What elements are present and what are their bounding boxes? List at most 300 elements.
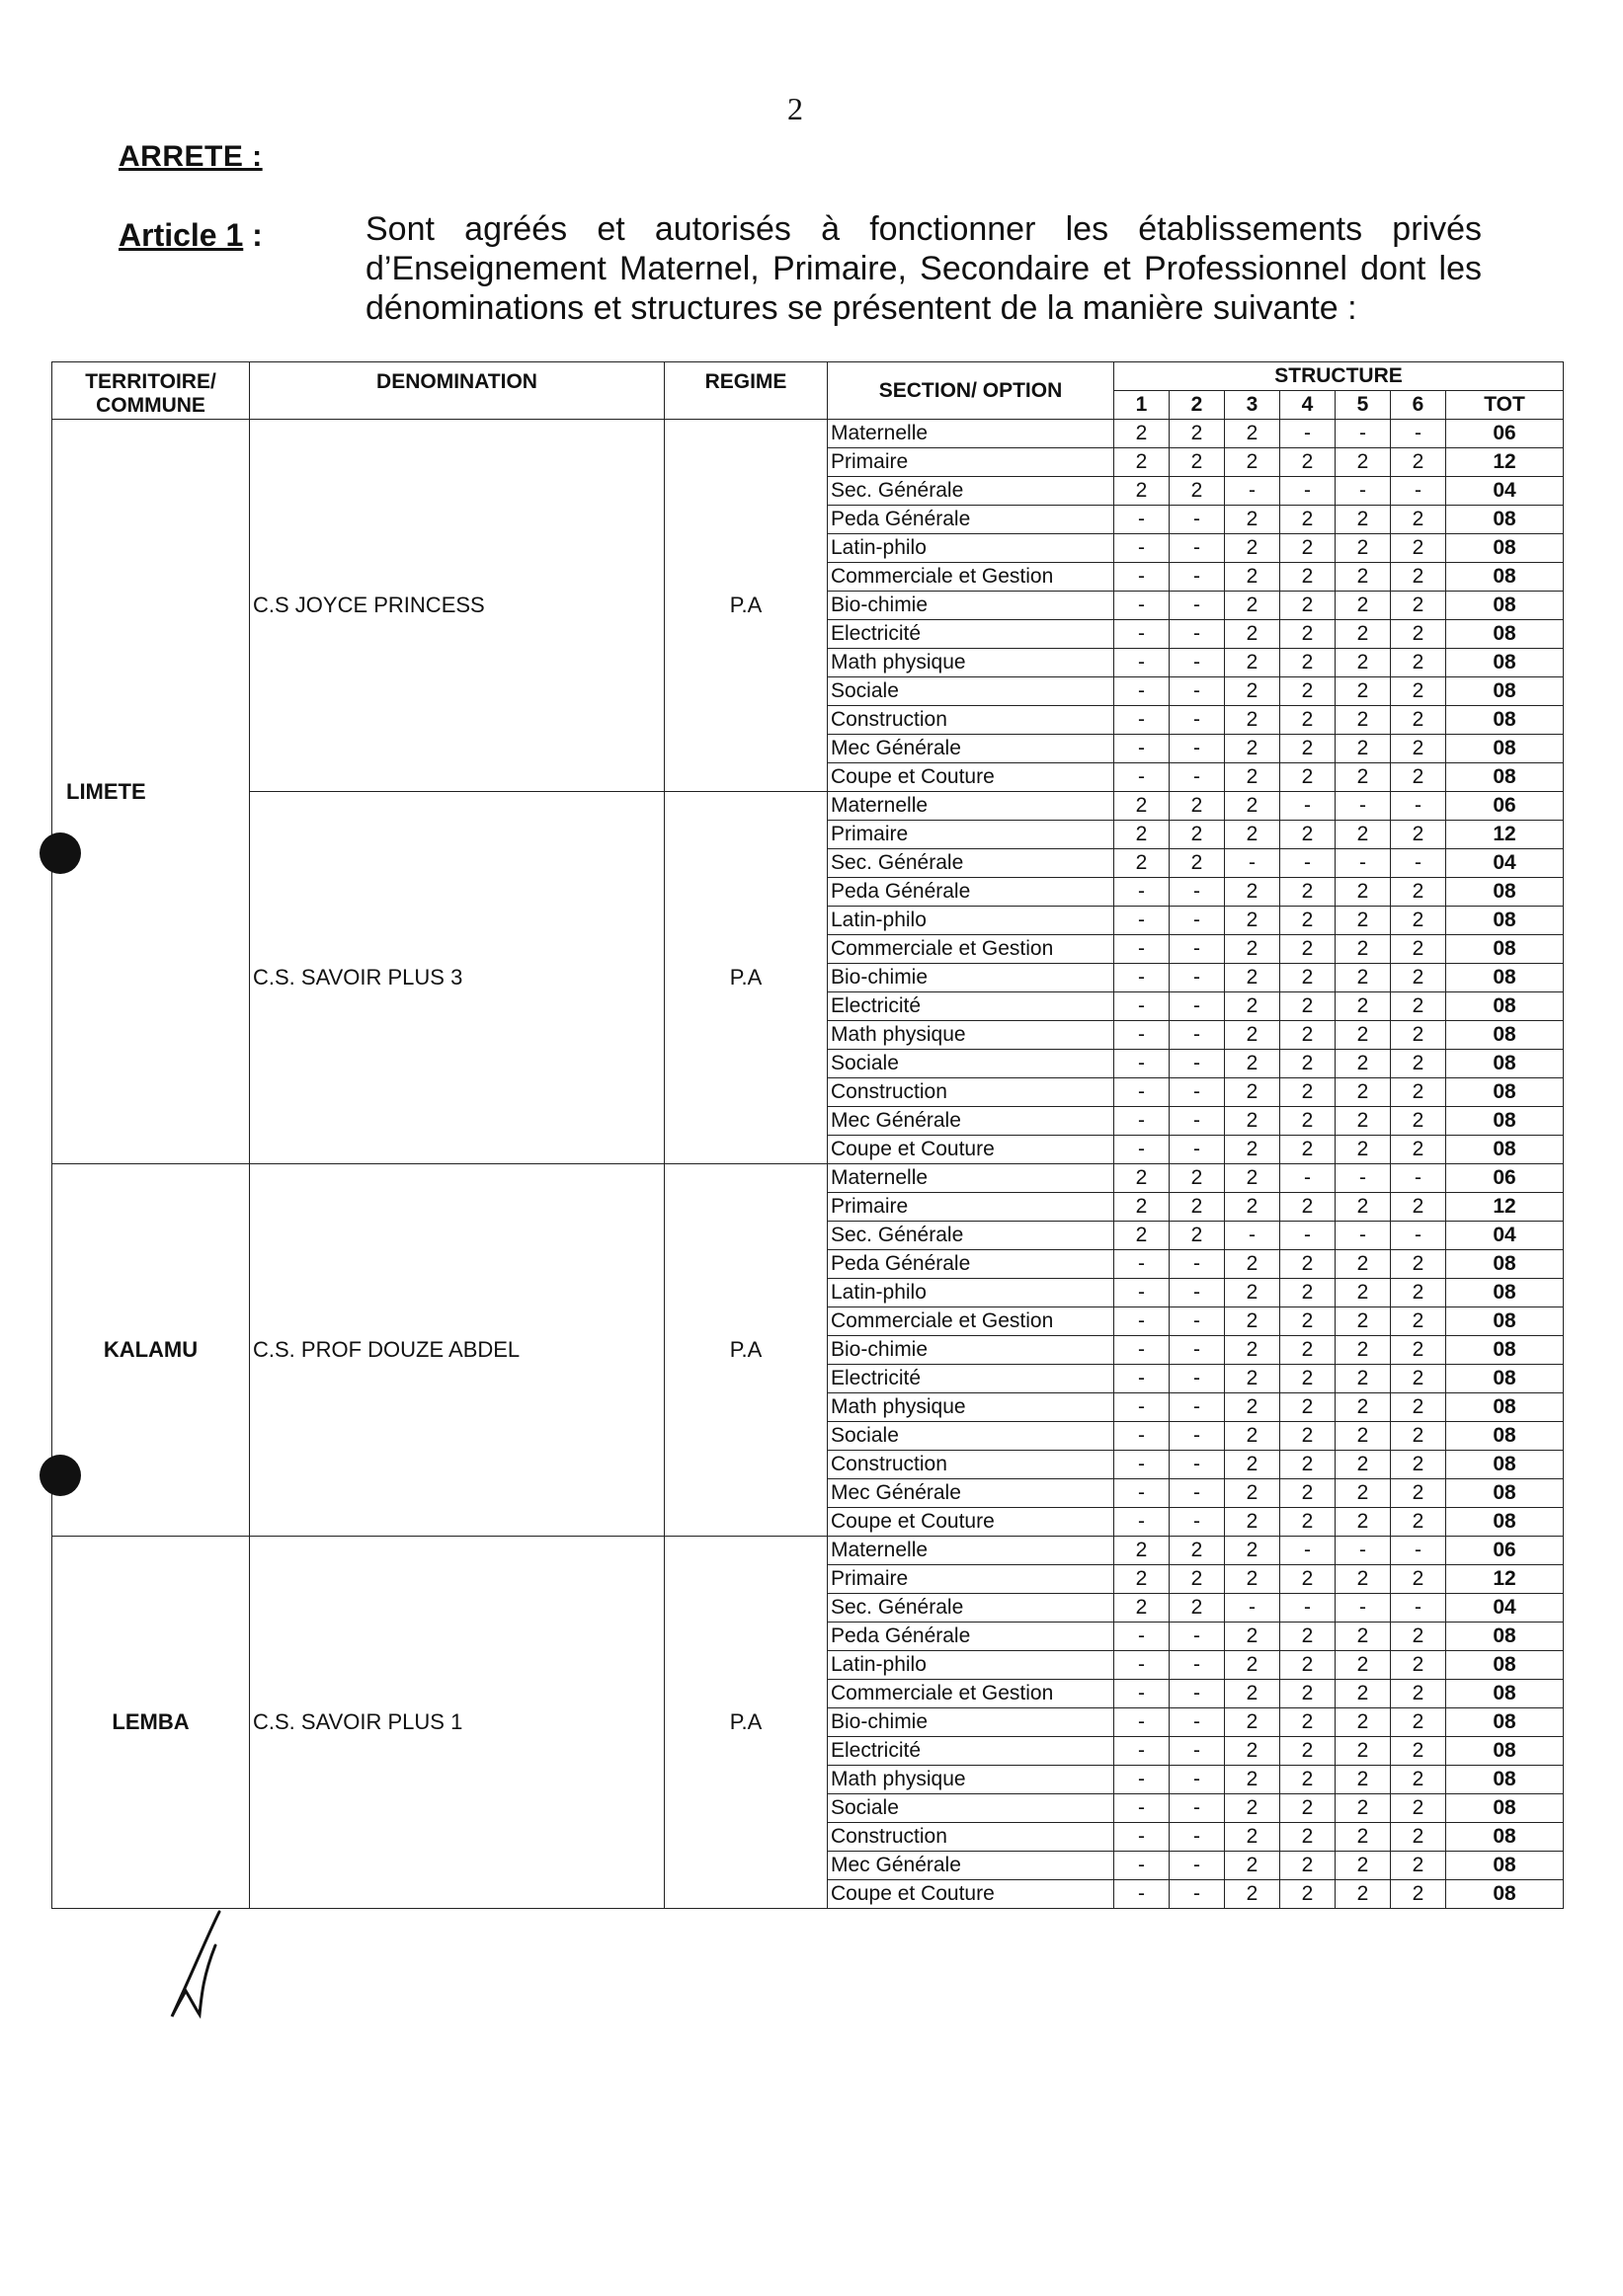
level-cell: 2 <box>1391 1250 1446 1279</box>
level-cell: 2 <box>1225 620 1280 649</box>
level-cell: 2 <box>1336 1479 1391 1508</box>
total-cell: 08 <box>1446 878 1564 907</box>
total-cell: 08 <box>1446 1336 1564 1365</box>
level-cell: 2 <box>1336 1021 1391 1050</box>
level-cell: - <box>1170 506 1225 534</box>
level-cell: - <box>1170 1279 1225 1307</box>
level-cell: 2 <box>1170 849 1225 878</box>
level-cell: - <box>1336 849 1391 878</box>
total-cell: 04 <box>1446 1222 1564 1250</box>
section-cell: Math physique <box>828 1766 1114 1794</box>
level-cell: 2 <box>1280 763 1336 792</box>
level-cell: 2 <box>1391 1107 1446 1136</box>
level-cell: - <box>1170 1708 1225 1737</box>
level-cell: 2 <box>1336 1136 1391 1164</box>
total-cell: 08 <box>1446 1021 1564 1050</box>
header-level: 5 <box>1336 391 1391 420</box>
level-cell: - <box>1114 1250 1170 1279</box>
level-cell: 2 <box>1336 1852 1391 1880</box>
level-cell: 2 <box>1336 1250 1391 1279</box>
total-cell: 12 <box>1446 448 1564 477</box>
total-cell: 08 <box>1446 1852 1564 1880</box>
level-cell: 2 <box>1114 849 1170 878</box>
level-cell: 2 <box>1225 935 1280 964</box>
level-cell: 2 <box>1170 792 1225 821</box>
level-cell: 2 <box>1391 1307 1446 1336</box>
level-cell: 2 <box>1280 534 1336 563</box>
level-cell: - <box>1114 1737 1170 1766</box>
level-cell: 2 <box>1391 563 1446 592</box>
total-cell: 08 <box>1446 1479 1564 1508</box>
total-cell: 06 <box>1446 1537 1564 1565</box>
header-level: 3 <box>1225 391 1280 420</box>
total-cell: 08 <box>1446 620 1564 649</box>
level-cell: - <box>1170 1651 1225 1680</box>
level-cell: 2 <box>1336 1623 1391 1651</box>
level-cell: 2 <box>1336 592 1391 620</box>
level-cell: 2 <box>1225 534 1280 563</box>
regime-cell: P.A <box>665 792 828 1164</box>
level-cell: 2 <box>1225 563 1280 592</box>
level-cell: - <box>1114 907 1170 935</box>
level-cell: 2 <box>1225 878 1280 907</box>
level-cell: 2 <box>1280 821 1336 849</box>
total-cell: 08 <box>1446 1623 1564 1651</box>
level-cell: - <box>1114 1050 1170 1078</box>
level-cell: 2 <box>1225 1766 1280 1794</box>
total-cell: 08 <box>1446 1451 1564 1479</box>
level-cell: 2 <box>1170 1537 1225 1565</box>
total-cell: 08 <box>1446 1766 1564 1794</box>
total-cell: 08 <box>1446 1508 1564 1537</box>
level-cell: - <box>1114 1422 1170 1451</box>
total-cell: 08 <box>1446 992 1564 1021</box>
total-cell: 04 <box>1446 477 1564 506</box>
level-cell: 2 <box>1225 992 1280 1021</box>
level-cell: - <box>1170 563 1225 592</box>
denomination-cell: C.S. SAVOIR PLUS 3 <box>250 792 665 1164</box>
level-cell: - <box>1114 620 1170 649</box>
section-cell: Peda Générale <box>828 1250 1114 1279</box>
level-cell: 2 <box>1280 706 1336 735</box>
level-cell: 2 <box>1170 1164 1225 1193</box>
section-cell: Sociale <box>828 1422 1114 1451</box>
level-cell: 2 <box>1280 1365 1336 1393</box>
level-cell: 2 <box>1280 1422 1336 1451</box>
level-cell: 2 <box>1336 1766 1391 1794</box>
level-cell: - <box>1391 1537 1446 1565</box>
level-cell: 2 <box>1391 1193 1446 1222</box>
level-cell: - <box>1391 1594 1446 1623</box>
level-cell: - <box>1114 1078 1170 1107</box>
level-cell: - <box>1170 1078 1225 1107</box>
section-cell: Coupe et Couture <box>828 1508 1114 1537</box>
level-cell: 2 <box>1391 1823 1446 1852</box>
level-cell: 2 <box>1391 735 1446 763</box>
section-cell: Primaire <box>828 821 1114 849</box>
level-cell: - <box>1114 1479 1170 1508</box>
level-cell: - <box>1114 1307 1170 1336</box>
level-cell: - <box>1280 1537 1336 1565</box>
level-cell: - <box>1114 706 1170 735</box>
total-cell: 12 <box>1446 1193 1564 1222</box>
level-cell: 2 <box>1280 1766 1336 1794</box>
level-cell: - <box>1170 1508 1225 1537</box>
level-cell: - <box>1170 1336 1225 1365</box>
level-cell: 2 <box>1391 1136 1446 1164</box>
level-cell: - <box>1114 1393 1170 1422</box>
level-cell: 2 <box>1280 1508 1336 1537</box>
level-cell: 2 <box>1225 649 1280 677</box>
binder-hole <box>40 1455 81 1496</box>
header-level: 4 <box>1280 391 1336 420</box>
section-cell: Maternelle <box>828 420 1114 448</box>
header-level: 2 <box>1170 391 1225 420</box>
level-cell: 2 <box>1170 1594 1225 1623</box>
level-cell: 2 <box>1225 964 1280 992</box>
level-cell: - <box>1280 477 1336 506</box>
total-cell: 08 <box>1446 907 1564 935</box>
level-cell: - <box>1391 420 1446 448</box>
level-cell: 2 <box>1336 1336 1391 1365</box>
regime-cell: P.A <box>665 1537 828 1909</box>
level-cell: 2 <box>1391 1422 1446 1451</box>
level-cell: 2 <box>1225 1107 1280 1136</box>
total-cell: 08 <box>1446 677 1564 706</box>
section-cell: Bio-chimie <box>828 964 1114 992</box>
level-cell: 2 <box>1114 1193 1170 1222</box>
level-cell: 2 <box>1225 1651 1280 1680</box>
level-cell: - <box>1170 1823 1225 1852</box>
level-cell: 2 <box>1336 907 1391 935</box>
header-level: 6 <box>1391 391 1446 420</box>
level-cell: - <box>1170 1107 1225 1136</box>
section-cell: Latin-philo <box>828 534 1114 563</box>
level-cell: - <box>1336 477 1391 506</box>
header-territoire: TERRITOIRE/ COMMUNE <box>52 362 250 420</box>
total-cell: 04 <box>1446 1594 1564 1623</box>
level-cell: 2 <box>1280 964 1336 992</box>
page-number: 2 <box>787 91 803 126</box>
total-cell: 08 <box>1446 1107 1564 1136</box>
level-cell: 2 <box>1336 1737 1391 1766</box>
total-cell: 08 <box>1446 649 1564 677</box>
level-cell: 2 <box>1225 1623 1280 1651</box>
level-cell: 2 <box>1391 1021 1446 1050</box>
level-cell: 2 <box>1170 1193 1225 1222</box>
level-cell: 2 <box>1391 1680 1446 1708</box>
header-regime: REGIME <box>665 362 828 420</box>
total-cell: 08 <box>1446 1050 1564 1078</box>
level-cell: 2 <box>1336 620 1391 649</box>
total-cell: 08 <box>1446 592 1564 620</box>
header-tot: TOT <box>1446 391 1564 420</box>
signature-mark <box>158 1906 237 2024</box>
level-cell: 2 <box>1225 1479 1280 1508</box>
total-cell: 08 <box>1446 1250 1564 1279</box>
level-cell: - <box>1170 534 1225 563</box>
article-label-text: Article 1 <box>119 217 244 253</box>
section-cell: Construction <box>828 1823 1114 1852</box>
level-cell: 2 <box>1336 448 1391 477</box>
section-cell: Electricité <box>828 620 1114 649</box>
level-cell: 2 <box>1336 1193 1391 1222</box>
regime-cell: P.A <box>665 420 828 792</box>
level-cell: 2 <box>1336 1565 1391 1594</box>
level-cell: - <box>1114 534 1170 563</box>
level-cell: - <box>1170 878 1225 907</box>
level-cell: 2 <box>1225 907 1280 935</box>
level-cell: 2 <box>1391 1794 1446 1823</box>
total-cell: 06 <box>1446 420 1564 448</box>
total-cell: 08 <box>1446 1307 1564 1336</box>
level-cell: 2 <box>1391 1078 1446 1107</box>
level-cell: 2 <box>1391 1336 1446 1365</box>
territoire-cell: LIMETE <box>52 420 250 1164</box>
level-cell: 2 <box>1280 620 1336 649</box>
level-cell: 2 <box>1336 821 1391 849</box>
level-cell: 2 <box>1391 592 1446 620</box>
level-cell: 2 <box>1225 1451 1280 1479</box>
total-cell: 06 <box>1446 1164 1564 1193</box>
level-cell: - <box>1114 1623 1170 1651</box>
level-cell: 2 <box>1225 1823 1280 1852</box>
total-cell: 08 <box>1446 964 1564 992</box>
level-cell: - <box>1280 792 1336 821</box>
level-cell: - <box>1114 1365 1170 1393</box>
level-cell: 2 <box>1280 677 1336 706</box>
level-cell: 2 <box>1280 1021 1336 1050</box>
level-cell: 2 <box>1280 592 1336 620</box>
level-cell: 2 <box>1391 534 1446 563</box>
level-cell: - <box>1170 1050 1225 1078</box>
level-cell: 2 <box>1280 992 1336 1021</box>
section-cell: Construction <box>828 706 1114 735</box>
level-cell: 2 <box>1280 1078 1336 1107</box>
section-cell: Commerciale et Gestion <box>828 935 1114 964</box>
section-cell: Bio-chimie <box>828 592 1114 620</box>
level-cell: 2 <box>1225 1279 1280 1307</box>
level-cell: 2 <box>1391 1050 1446 1078</box>
level-cell: 2 <box>1225 1393 1280 1422</box>
level-cell: 2 <box>1391 1508 1446 1537</box>
level-cell: - <box>1114 1107 1170 1136</box>
section-cell: Bio-chimie <box>828 1336 1114 1365</box>
level-cell: 2 <box>1280 1565 1336 1594</box>
level-cell: - <box>1336 1222 1391 1250</box>
table-row <box>52 420 1564 448</box>
total-cell: 08 <box>1446 935 1564 964</box>
level-cell: 2 <box>1280 1336 1336 1365</box>
level-cell: 2 <box>1225 1164 1280 1193</box>
section-cell: Peda Générale <box>828 506 1114 534</box>
level-cell: 2 <box>1280 1250 1336 1279</box>
level-cell: - <box>1114 1766 1170 1794</box>
section-cell: Math physique <box>828 1393 1114 1422</box>
level-cell: 2 <box>1336 534 1391 563</box>
level-cell: 2 <box>1114 1222 1170 1250</box>
level-cell: 2 <box>1391 992 1446 1021</box>
level-cell: 2 <box>1225 1794 1280 1823</box>
section-cell: Primaire <box>828 1193 1114 1222</box>
total-cell: 08 <box>1446 1708 1564 1737</box>
level-cell: 2 <box>1391 1708 1446 1737</box>
level-cell: 2 <box>1280 1307 1336 1336</box>
territoire-cell: LEMBA <box>52 1537 250 1909</box>
level-cell: - <box>1170 1365 1225 1393</box>
level-cell: - <box>1170 1021 1225 1050</box>
level-cell: - <box>1170 649 1225 677</box>
level-cell: 2 <box>1336 706 1391 735</box>
level-cell: 2 <box>1280 1794 1336 1823</box>
total-cell: 04 <box>1446 849 1564 878</box>
denomination-cell: C.S. SAVOIR PLUS 1 <box>250 1537 665 1909</box>
section-cell: Maternelle <box>828 792 1114 821</box>
section-cell: Construction <box>828 1078 1114 1107</box>
level-cell: 2 <box>1336 935 1391 964</box>
level-cell: 2 <box>1336 1651 1391 1680</box>
level-cell: 2 <box>1391 1279 1446 1307</box>
level-cell: 2 <box>1114 1537 1170 1565</box>
level-cell: 2 <box>1336 677 1391 706</box>
level-cell: - <box>1114 649 1170 677</box>
section-cell: Peda Générale <box>828 1623 1114 1651</box>
level-cell: - <box>1114 563 1170 592</box>
level-cell: 2 <box>1280 1852 1336 1880</box>
level-cell: - <box>1170 1479 1225 1508</box>
level-cell: 2 <box>1280 1880 1336 1909</box>
section-cell: Primaire <box>828 448 1114 477</box>
level-cell: - <box>1170 992 1225 1021</box>
level-cell: - <box>1391 1164 1446 1193</box>
total-cell: 08 <box>1446 1136 1564 1164</box>
level-cell: 2 <box>1391 1393 1446 1422</box>
level-cell: - <box>1280 1164 1336 1193</box>
level-cell: - <box>1170 907 1225 935</box>
level-cell: 2 <box>1391 1365 1446 1393</box>
level-cell: - <box>1170 620 1225 649</box>
level-cell: 2 <box>1280 506 1336 534</box>
denomination-cell: C.S JOYCE PRINCESS <box>250 420 665 792</box>
level-cell: 2 <box>1114 792 1170 821</box>
level-cell: 2 <box>1225 1136 1280 1164</box>
binder-hole <box>40 832 81 874</box>
total-cell: 08 <box>1446 1823 1564 1852</box>
header-structure: STRUCTURE <box>1114 362 1564 391</box>
header-section: SECTION/ OPTION <box>828 362 1114 420</box>
level-cell: - <box>1170 1766 1225 1794</box>
level-cell: 2 <box>1225 792 1280 821</box>
level-cell: 2 <box>1114 1594 1170 1623</box>
level-cell: 2 <box>1391 677 1446 706</box>
level-cell: 2 <box>1114 420 1170 448</box>
section-cell: Mec Générale <box>828 735 1114 763</box>
level-cell: 2 <box>1391 448 1446 477</box>
level-cell: - <box>1170 964 1225 992</box>
level-cell: 2 <box>1280 1136 1336 1164</box>
section-cell: Sec. Générale <box>828 1222 1114 1250</box>
article-label <box>119 217 263 254</box>
level-cell: 2 <box>1391 1451 1446 1479</box>
level-cell: 2 <box>1336 1307 1391 1336</box>
level-cell: 2 <box>1336 563 1391 592</box>
level-cell: - <box>1170 935 1225 964</box>
level-cell: 2 <box>1336 1078 1391 1107</box>
total-cell: 06 <box>1446 792 1564 821</box>
section-cell: Coupe et Couture <box>828 1136 1114 1164</box>
table-row <box>52 1164 1564 1193</box>
level-cell: 2 <box>1391 620 1446 649</box>
section-cell: Mec Générale <box>828 1479 1114 1508</box>
header-denomination: DENOMINATION <box>250 362 665 420</box>
total-cell: 08 <box>1446 1393 1564 1422</box>
level-cell: - <box>1170 1623 1225 1651</box>
section-cell: Coupe et Couture <box>828 1880 1114 1909</box>
level-cell: 2 <box>1280 1651 1336 1680</box>
level-cell: 2 <box>1225 1708 1280 1737</box>
total-cell: 08 <box>1446 534 1564 563</box>
table-row <box>52 1537 1564 1565</box>
level-cell: 2 <box>1336 1422 1391 1451</box>
total-cell: 12 <box>1446 821 1564 849</box>
level-cell: 2 <box>1391 821 1446 849</box>
level-cell: 2 <box>1114 821 1170 849</box>
level-cell: 2 <box>1280 935 1336 964</box>
territoire-cell: KALAMU <box>52 1164 250 1537</box>
level-cell: 2 <box>1280 735 1336 763</box>
level-cell: 2 <box>1391 935 1446 964</box>
level-cell: 2 <box>1336 763 1391 792</box>
level-cell: - <box>1114 1021 1170 1050</box>
section-cell: Primaire <box>828 1565 1114 1594</box>
level-cell: - <box>1170 735 1225 763</box>
section-cell: Maternelle <box>828 1537 1114 1565</box>
level-cell: 2 <box>1280 1050 1336 1078</box>
level-cell: 2 <box>1280 1623 1336 1651</box>
level-cell: 2 <box>1280 1279 1336 1307</box>
level-cell: - <box>1114 935 1170 964</box>
article-label-colon: : <box>243 217 263 253</box>
level-cell: - <box>1280 420 1336 448</box>
total-cell: 08 <box>1446 706 1564 735</box>
level-cell: 2 <box>1225 592 1280 620</box>
level-cell: - <box>1114 1708 1170 1737</box>
level-cell: - <box>1280 1594 1336 1623</box>
level-cell: - <box>1225 1222 1280 1250</box>
level-cell: - <box>1114 1880 1170 1909</box>
level-cell: 2 <box>1225 1422 1280 1451</box>
level-cell: 2 <box>1225 1336 1280 1365</box>
level-cell: - <box>1114 506 1170 534</box>
level-cell: 2 <box>1225 1193 1280 1222</box>
level-cell: 2 <box>1336 735 1391 763</box>
section-cell: Electricité <box>828 992 1114 1021</box>
level-cell: 2 <box>1225 1737 1280 1766</box>
level-cell: 2 <box>1336 1823 1391 1852</box>
level-cell: - <box>1114 1136 1170 1164</box>
level-cell: 2 <box>1114 448 1170 477</box>
level-cell: - <box>1336 1537 1391 1565</box>
section-cell: Bio-chimie <box>828 1708 1114 1737</box>
article-text: Sont agréés et autorisés à fonctionner les établissements privés d’Enseignement Maternel, Primaire, Secondaire et Professionnel dont les dénominations et structures se présentent de la manière suivante : <box>365 210 1482 327</box>
level-cell: 2 <box>1225 506 1280 534</box>
level-cell: - <box>1170 706 1225 735</box>
level-cell: - <box>1170 1393 1225 1422</box>
level-cell: - <box>1391 792 1446 821</box>
level-cell: - <box>1391 477 1446 506</box>
level-cell: - <box>1114 878 1170 907</box>
level-cell: - <box>1225 1594 1280 1623</box>
